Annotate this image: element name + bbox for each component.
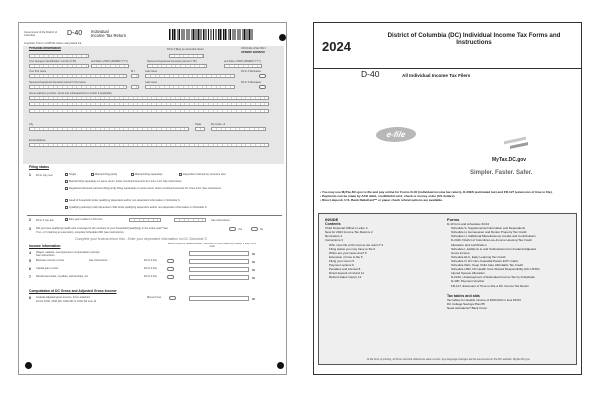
mi-label: M.I.	[131, 70, 136, 73]
line-5-number: 5	[29, 259, 31, 263]
line-7-cents: .00	[251, 275, 256, 280]
tables-item[interactable]: DC College Savings Plan 85	[447, 301, 485, 306]
forms-item[interactable]: Schedule KEC, Keep Child Care Affordable Tax Credit	[451, 263, 523, 268]
address-label: Home address (number, street and suite/apartment number if applicable)	[29, 92, 113, 95]
spouse-first-input[interactable]	[29, 85, 127, 89]
forms-item[interactable]: FR-127, Extension of Time to File a DC Income Tax Return	[451, 283, 530, 288]
filing-option-single[interactable]: Single	[65, 173, 76, 176]
forms-item[interactable]: D-40P, Payment Voucher	[451, 279, 485, 284]
line-3-number: 3	[29, 227, 31, 231]
contents-item[interactable]: Reminders 3	[325, 234, 343, 239]
spouse-dob-label: and Date of Birth (MMDDYYYY)	[224, 60, 261, 63]
official-use: OFFICIAL USE ONLY	[241, 47, 267, 50]
cover-title: District of Columbia (DC) Individual Income Tax Forms and Instructions	[387, 32, 561, 47]
inside-heading: INSIDE	[325, 218, 339, 222]
line-7-text: Rental real estate, royalties, partnerships, etc.	[36, 275, 89, 278]
line-4-sub: See instructions.	[36, 254, 56, 257]
filing-status-label: Filing status	[29, 165, 49, 169]
part-year-option[interactable]: Part-year resident in DC from	[65, 218, 103, 221]
first-name-input[interactable]	[29, 74, 127, 78]
line-6-number: 6	[29, 267, 31, 271]
contents-box	[318, 213, 577, 365]
line-5-text: Business income or loss.	[36, 259, 65, 262]
forms-column	[447, 218, 575, 310]
part-year-to[interactable]	[174, 218, 206, 222]
line-5-loss-label: Fill in if loss	[144, 259, 158, 262]
forms-item[interactable]: Schedule U, Additional Miscellaneous Credits and Contributions	[451, 234, 536, 239]
filing-option-mfj[interactable]: Married filing jointly	[91, 173, 117, 176]
tin-label: Your taxpayer identification number (TIN)	[29, 60, 77, 63]
mytax-logo-mark	[510, 142, 528, 149]
forms-item[interactable]: Schedule S, Supplemental Information and Dependents	[451, 226, 526, 231]
address-input-2[interactable]	[29, 102, 269, 106]
spouse-mi-input[interactable]	[131, 85, 139, 89]
contents-item[interactable]: Chief Financial Officer's Letter 2	[325, 226, 368, 231]
efile-logo: e-file	[374, 127, 417, 142]
spouse-tin-input[interactable]	[147, 64, 207, 68]
line-4-cents: .00	[251, 251, 256, 256]
filing-option-mfs-same[interactable]: Married filing separately on same return. Enter combined amounts for Lines 4-10. See instructions.	[65, 180, 182, 183]
city-label: City	[29, 123, 34, 126]
spouse-tin-label: Spouse's/registered domestic partner's TIN	[147, 60, 197, 63]
contents-item[interactable]: New for 2024 Income Tax Returns 2	[325, 230, 373, 235]
instruction-line: Important: Print in CAPITAL letters using black ink.	[24, 42, 82, 45]
line-1-label: Fill in only one:	[36, 173, 54, 177]
bullet-item: • Payments can be made by ACH debit, credit/debit card, check or money order (US dollars).	[320, 194, 456, 199]
contents-item[interactable]: Instructions 3	[325, 238, 343, 243]
amended-input[interactable]	[169, 54, 204, 58]
registration-dot	[279, 34, 286, 41]
line-4-text: Wages, salaries, unemployment compensation and tips,	[36, 251, 101, 254]
contents-item[interactable]: When are your taxes due? 5	[329, 250, 367, 255]
line-5-amount[interactable]	[189, 259, 249, 264]
registration-dot	[277, 362, 284, 369]
spouse-last-label: Last name	[145, 81, 158, 84]
line-4-number: 4	[29, 251, 31, 255]
cover-footer: At the time of printing, all forms and line references were correct. Any language changes will be announced on the DC website: MyTax.DC.gov.	[366, 358, 531, 361]
spouse-deceased-label: Fill in if Deceased	[241, 81, 262, 84]
divider	[27, 215, 282, 216]
address-input[interactable]	[29, 96, 269, 100]
line-3-sub: If no, or if claiming an exemption, complete Schedule HSR (see instructions).	[36, 230, 125, 234]
line-8-sub: Forms 1040, 1040-SR, 1040-NR or 1040-SS Line 11	[36, 299, 97, 303]
forms-item[interactable]: Schedule I, Additions to and Subtractions from Federal Adjusted	[451, 246, 536, 251]
tin-input[interactable]	[29, 54, 89, 58]
contents-heading: Contents	[325, 222, 341, 227]
forms-item[interactable]: Injured Spouse Allocation	[451, 271, 485, 276]
line-6-loss-oval[interactable]	[167, 267, 174, 271]
cover-bullets	[320, 190, 576, 203]
email-input[interactable]	[29, 143, 269, 147]
form-title-1: Individual	[91, 30, 109, 34]
zip-label: Zip Code +4	[211, 123, 226, 126]
line-7-amount[interactable]	[189, 275, 249, 280]
tables-item[interactable]: Tax tables for taxable income of $100,000 or less 65-84	[447, 297, 521, 302]
filing-option-rdp[interactable]: Registered domestic partners filing jointly Filing separately on same return. Enter combined amounts for Lines 4-10. See instructions.	[65, 187, 280, 190]
bullet-item: • Direct deposit, U.S. Bank ReliaCard™ or paper check refund options are available.	[320, 198, 443, 203]
complete-schedule-note: Complete your federal return first - Enter your dependent information on DC Schedule S	[75, 237, 207, 241]
computation-label: Computation of DC Gross and Adjusted Gross Income	[29, 289, 117, 293]
round-note: Round cents to nearest dollar. If amount is zero, leave line blank; if loss, fill in oval	[167, 243, 257, 248]
contents-item[interactable]: Penalties and interest 8	[329, 267, 361, 272]
filing-option-widow[interactable]: Qualifying widow(er) with dependent child. Enter qualifying dependent and/or non-dependent information on Schedule S.	[65, 206, 207, 209]
cover-year: 2024	[322, 39, 351, 54]
spouse-last-input[interactable]	[145, 85, 235, 89]
line-7-loss-label: Fill in if loss	[144, 275, 158, 278]
health-yes-label: Yes	[238, 227, 243, 231]
health-yes-oval[interactable]	[229, 227, 236, 231]
line-1-number: 1	[29, 173, 31, 177]
line-2-tail: See instructions.	[211, 218, 231, 222]
cover-subtitle: All Individual Income Tax Filers	[402, 73, 471, 78]
line-7-loss-oval[interactable]	[167, 275, 174, 279]
form-code: D-40	[67, 30, 83, 37]
mi-input[interactable]	[131, 74, 139, 78]
contents-column	[325, 218, 440, 279]
email-label: Email Address	[29, 139, 46, 142]
cover-form-code: D-40	[361, 69, 380, 79]
line-8-text: Federal adjusted gross income. From attached	[36, 296, 90, 299]
spouse-deceased-oval[interactable]	[259, 85, 266, 89]
bullet-item: • You may use MyTax.DC.gov to file and pay online for Forms D-40 (individual income tax return), D-40ES (estimated tax) and FR-127 (extension of time to file).	[320, 190, 553, 194]
line-3-text: Did you have qualifying health care coverage for all members of your household (qualifying) in the entire year? See	[36, 227, 168, 230]
filing-option-dependent[interactable]: Dependent claimed by someone else	[179, 173, 226, 176]
spouse-first-label: Spouse's/registered domestic partner's first name	[29, 81, 86, 84]
line-5-cents: .00	[251, 259, 256, 264]
line-5-sub: See instructions.	[89, 259, 109, 262]
line-7-number: 7	[29, 275, 31, 279]
registration-dot	[25, 362, 32, 369]
line-6-cents: .00	[251, 267, 256, 272]
forms-item[interactable]: Schedule N, DC Non-Custodial Parent EITC Claim	[451, 258, 519, 263]
forms-item[interactable]: D-2440, District of Columbia Low-Income Housing Tax Credit	[451, 238, 532, 243]
forms-item[interactable]: Allocation and Certification	[451, 242, 487, 247]
line-6-text: Capital gain or loss	[36, 267, 59, 270]
health-no-oval[interactable]	[251, 227, 258, 231]
forms-item[interactable]: D-2210, Underpayment of Estimated Income Tax by Individuals	[451, 275, 535, 280]
mytax-logo-text: MyTax.DC.gov	[492, 157, 527, 163]
city-input[interactable]	[29, 127, 189, 131]
line-6-loss-label: Fill in if loss	[144, 267, 158, 270]
spouse-dob-input[interactable]	[224, 64, 262, 68]
contents-item[interactable]: Direct deposit of refund 11	[329, 271, 364, 276]
tin-digits[interactable]	[29, 64, 89, 68]
line-6-amount[interactable]	[189, 267, 249, 272]
zip-input[interactable]	[211, 127, 266, 131]
state-label: State	[195, 123, 202, 126]
contents-item[interactable]: Filing your return 5	[329, 258, 355, 263]
form-title-2: Income Tax Return	[91, 34, 127, 38]
tables-heading: Tax tables and aids	[447, 293, 480, 298]
contents-item[interactable]: Who must file a DC income tax return? 3	[329, 242, 384, 247]
line-8-number: 8	[29, 296, 31, 300]
income-info-label: Income information	[29, 244, 61, 248]
line-4-amount[interactable]	[189, 251, 249, 256]
personal-info-label: Personal information	[29, 47, 61, 50]
forms-item[interactable]: Gross Income	[451, 250, 470, 255]
contents-item[interactable]: Payment options 6	[329, 263, 354, 268]
last-name-input[interactable]	[145, 74, 235, 78]
vendor-id: Vendor ID#0000	[241, 51, 265, 54]
line-2-number: 2	[29, 218, 31, 222]
line-8-amount[interactable]	[189, 296, 249, 301]
line-5-loss-oval[interactable]	[167, 259, 174, 263]
contents-item[interactable]: Extension of time to file 5	[329, 254, 363, 259]
contents-item[interactable]: Filing status you may have to file 5	[329, 246, 376, 251]
barcode	[169, 29, 254, 40]
deceased-label: Fill in if Deceased	[241, 70, 262, 73]
health-no-label: No	[260, 227, 264, 231]
department-name: Government of the District of Columbia	[24, 31, 58, 37]
instructions-cover	[313, 22, 582, 375]
line-8-minus-oval[interactable]	[169, 296, 176, 300]
deceased-oval[interactable]	[259, 74, 266, 78]
forms-item[interactable]: Schedule H, Homeowner and Renter Property Tax Credit	[451, 230, 527, 235]
state-input[interactable]	[195, 127, 205, 131]
forms-heading: Forms	[447, 218, 460, 222]
part-year-from[interactable]	[129, 218, 161, 222]
line-8-cents: .00	[251, 296, 256, 301]
filing-option-hoh[interactable]: Head of household. Enter qualifying dependent and/or non-dependent information in Schedule S.	[65, 199, 180, 202]
filing-option-mfs[interactable]: Married filing separately	[131, 173, 163, 176]
first-name-label: Your first name	[29, 70, 47, 73]
form-page	[18, 22, 287, 375]
last-name-label: Last name	[145, 70, 158, 73]
line-2-label: Fill in if you are:	[36, 218, 55, 222]
slogan: Simpler. Faster. Safer.	[470, 170, 533, 176]
forms-item[interactable]: D-40 form and schedules 33-64	[447, 222, 490, 227]
amended-label: Fill in if filing an amended return	[167, 48, 204, 51]
forms-item[interactable]: Schedule HSR, DC Health Care Shared Responsibility (DC HSTR)	[451, 267, 540, 272]
contents-item[interactable]: Refund status inquiry 12	[329, 275, 362, 280]
tables-item[interactable]: Need assistance? Back Cover	[447, 305, 488, 310]
dob-label: and Date of Birth (MMDDYYYY)	[91, 60, 128, 63]
dob-input[interactable]	[91, 64, 129, 68]
forms-item[interactable]: Schedule ELC, Early Learning Tax Credit	[451, 254, 506, 259]
address-input-3[interactable]	[29, 109, 269, 113]
line-8-minus-label: Minus if less	[147, 296, 162, 299]
